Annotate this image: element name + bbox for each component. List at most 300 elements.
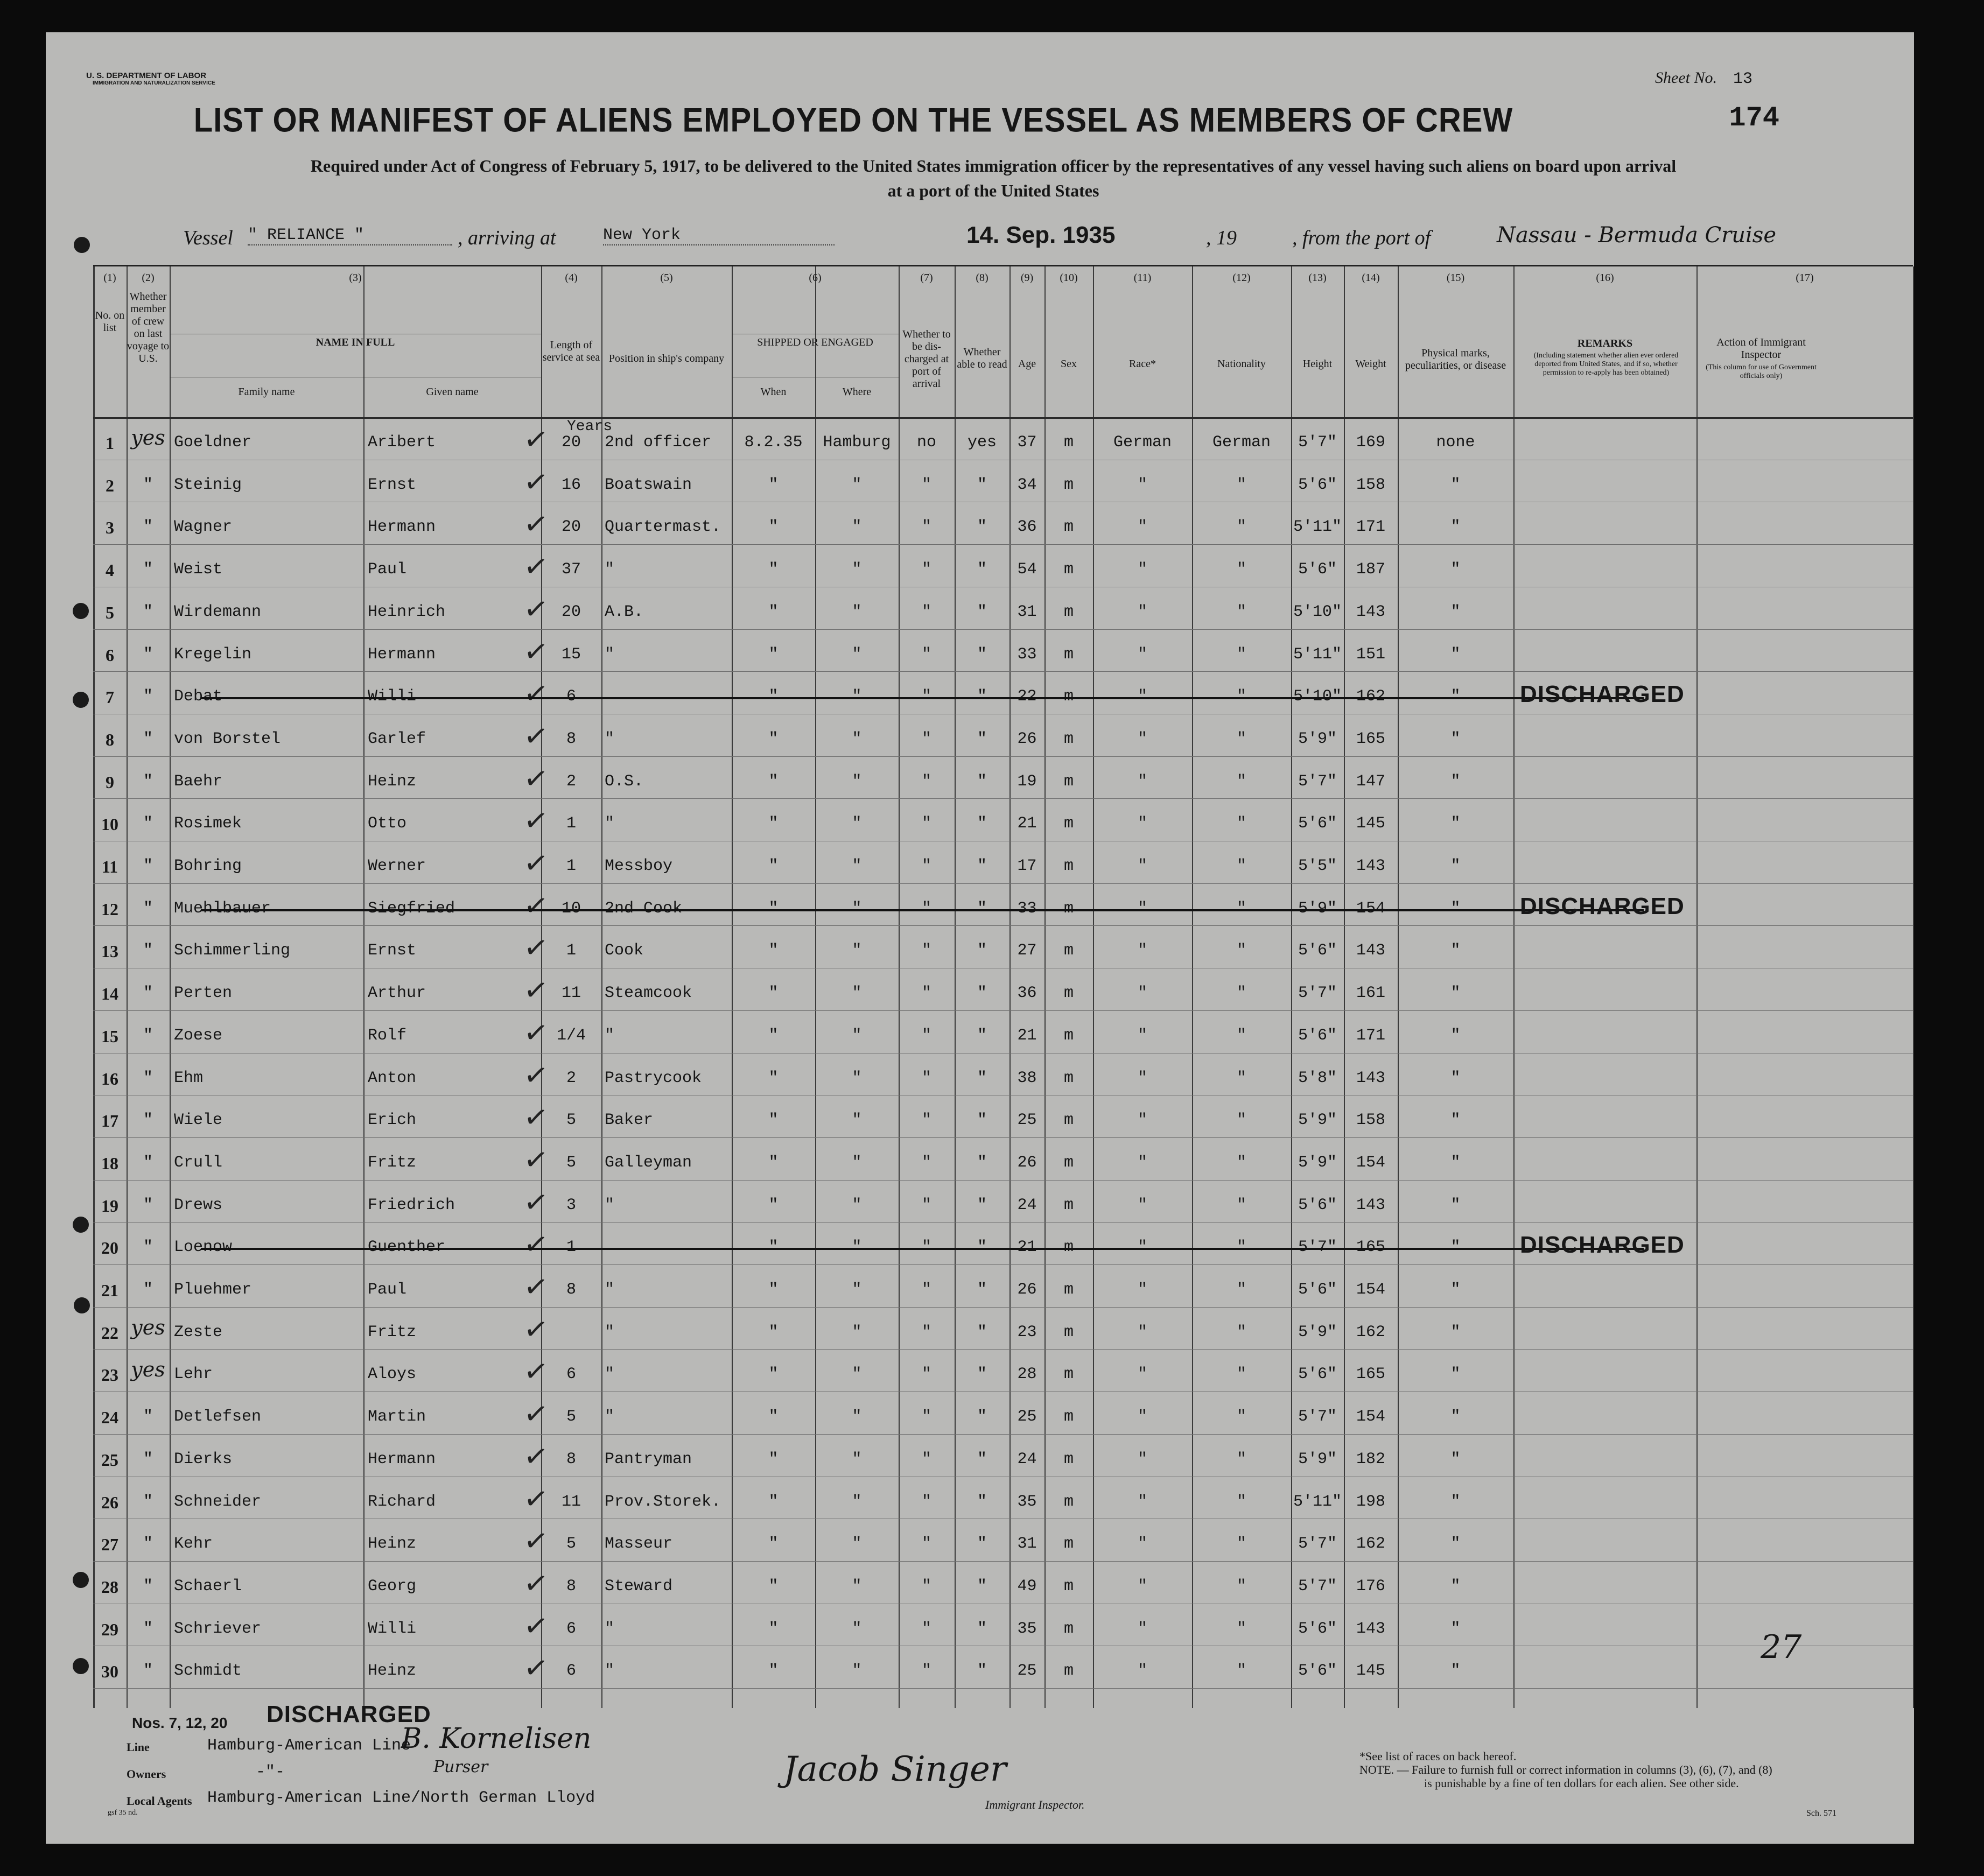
position-cell: Steward [605, 1577, 673, 1596]
marks-cell: " [1450, 560, 1461, 579]
row-number: 5 [106, 602, 114, 622]
service-cell: 1 [566, 941, 576, 960]
age-cell: 33 [1017, 645, 1037, 664]
weight-cell: 198 [1356, 1492, 1385, 1511]
position-cell: " [605, 1026, 615, 1045]
discharged-cell: " [921, 857, 931, 875]
given-name-cell: Heinz [368, 1662, 417, 1681]
height-cell: 5'6" [1298, 814, 1337, 833]
service-cell: 5 [566, 1111, 576, 1130]
family-name-cell: Ehm [174, 1069, 204, 1087]
position-cell: " [605, 1662, 615, 1681]
position-cell: Pastrycook [605, 1069, 702, 1087]
column-number: (7) [920, 272, 933, 284]
column-number: (5) [660, 272, 673, 284]
sex-cell: m [1063, 1111, 1074, 1130]
when-cell: " [768, 1238, 779, 1257]
nationality-cell: German [1212, 433, 1271, 452]
when-cell: " [768, 1365, 779, 1384]
height-cell: 5'7" [1298, 772, 1337, 791]
last-voyage-cell: " [143, 1408, 153, 1427]
fine-note-2: is punishable by a fine of ten dollars for each alien. See other side. [1424, 1776, 1739, 1790]
agents-value: Hamburg-American Line/North German Lloyd [207, 1789, 595, 1807]
nationality-cell: " [1236, 518, 1246, 537]
read-cell: " [977, 1323, 987, 1341]
given-name-cell: Fritz [368, 1153, 417, 1172]
sex-cell: m [1063, 433, 1074, 452]
when-cell: " [768, 814, 779, 833]
weight-cell: 171 [1356, 1026, 1385, 1045]
check-mark-icon: ✓ [521, 1480, 551, 1517]
column-number: (8) [976, 272, 989, 284]
discharged-cell: " [921, 1662, 931, 1681]
last-voyage-cell: " [143, 1069, 153, 1087]
check-mark-icon: ✓ [521, 590, 551, 628]
sex-cell: m [1063, 602, 1074, 621]
inspector-signature: Jacob Singer [783, 1749, 1007, 1789]
height-cell: 5'11" [1293, 645, 1342, 664]
race-cell: German [1113, 433, 1172, 452]
where-cell: " [852, 1196, 862, 1214]
position-cell: " [605, 645, 615, 664]
service-cell: 1 [566, 814, 576, 833]
discharged-cell: " [921, 687, 931, 706]
sex-cell: m [1063, 1153, 1074, 1172]
last-voyage-cell: " [143, 1535, 153, 1554]
race-note: *See list of races on back hereof. [1359, 1749, 1517, 1763]
nationality-cell: " [1236, 1323, 1246, 1341]
row-rule [93, 925, 1913, 926]
arrival-date-stamp: 14. Sep. 1935 [966, 222, 1116, 248]
check-mark-icon: ✓ [521, 929, 551, 967]
header-sex: Sex [1061, 358, 1077, 370]
where-cell: " [852, 1450, 862, 1469]
race-cell: " [1137, 729, 1147, 748]
read-cell: " [977, 1111, 987, 1130]
when-cell: " [768, 602, 779, 621]
age-cell: 22 [1017, 687, 1037, 706]
read-cell: " [977, 1069, 987, 1087]
last-voyage-cell: " [143, 1238, 153, 1257]
race-cell: " [1137, 560, 1147, 579]
row-number: 25 [101, 1450, 118, 1470]
row-rule [93, 671, 1913, 672]
given-name-cell: Paul [368, 560, 407, 579]
row-rule [93, 1688, 1913, 1689]
weight-cell: 165 [1356, 1365, 1385, 1384]
height-cell: 5'9" [1298, 1323, 1337, 1341]
header-height: Height [1302, 358, 1333, 370]
race-cell: " [1137, 475, 1147, 494]
sex-cell: m [1063, 687, 1074, 706]
age-cell: 36 [1017, 518, 1037, 537]
family-name-cell: Kregelin [174, 645, 252, 664]
last-voyage-cell: " [143, 941, 153, 960]
read-cell: " [977, 772, 987, 791]
when-cell: " [768, 1153, 779, 1172]
family-name-cell: Schaerl [174, 1577, 242, 1596]
weight-cell: 176 [1356, 1577, 1385, 1596]
discharged-cell: " [921, 1069, 931, 1087]
last-voyage-cell: yes [131, 1315, 165, 1339]
where-cell: " [852, 602, 862, 621]
discharged-cell: " [921, 1026, 931, 1045]
age-cell: 26 [1017, 729, 1037, 748]
given-name-cell: Garlef [368, 729, 426, 748]
position-cell: " [605, 1365, 615, 1384]
age-cell: 24 [1017, 1196, 1037, 1214]
family-name-cell: Weist [174, 560, 223, 579]
given-name-cell: Ernst [368, 941, 417, 960]
sex-cell: m [1063, 941, 1074, 960]
family-name-cell: Schriever [174, 1619, 262, 1638]
position-cell: Prov.Storek. [605, 1492, 721, 1511]
when-cell: " [768, 857, 779, 875]
service-cell: 1 [566, 857, 576, 875]
row-number: 1 [106, 433, 114, 453]
marks-cell: " [1450, 984, 1461, 1003]
discharged-cell: " [921, 1492, 931, 1511]
marks-cell: " [1450, 518, 1461, 537]
given-name-cell: Willi [368, 687, 417, 706]
read-cell: " [977, 1408, 987, 1427]
discharged-cell: " [921, 1365, 931, 1384]
header-nationality: Nationality [1217, 358, 1266, 370]
service-cell: 6 [566, 687, 576, 706]
race-cell: " [1137, 1238, 1147, 1257]
position-cell: " [605, 1619, 615, 1638]
position-cell: Quartermast. [605, 518, 721, 537]
height-cell: 5'9" [1298, 1450, 1337, 1469]
race-cell: " [1137, 899, 1147, 918]
service-cell: 37 [561, 560, 581, 579]
weight-cell: 151 [1356, 645, 1385, 664]
marks-cell: " [1450, 1069, 1461, 1087]
when-cell: " [768, 1323, 779, 1341]
header-action: Action of Immigrant Inspector [1716, 336, 1806, 361]
age-cell: 38 [1017, 1069, 1037, 1087]
read-cell: " [977, 518, 987, 537]
nationality-cell: " [1236, 899, 1246, 918]
row-rule [93, 883, 1913, 884]
weight-cell: 143 [1356, 941, 1385, 960]
race-cell: " [1137, 645, 1147, 664]
column-number: (10) [1060, 272, 1078, 284]
header-action-note: (This column for use of Government officials only) [1706, 363, 1817, 380]
discharged-cell: " [921, 1450, 931, 1469]
when-cell: " [768, 1069, 779, 1087]
when-cell: " [768, 941, 779, 960]
read-cell: " [977, 1492, 987, 1511]
nationality-cell: " [1236, 687, 1246, 706]
race-cell: " [1137, 857, 1147, 875]
service-cell: 5 [566, 1535, 576, 1554]
header-shipped-engaged: SHIPPED OR ENGAGED [757, 336, 873, 348]
last-voyage-cell: " [143, 1026, 153, 1045]
weight-cell: 158 [1356, 1111, 1385, 1130]
service-cell: 11 [561, 1492, 581, 1511]
where-cell: " [852, 1492, 862, 1511]
discharged-cell: " [921, 814, 931, 833]
weight-cell: 162 [1356, 1535, 1385, 1554]
age-cell: 19 [1017, 772, 1037, 791]
height-cell: 5'6" [1298, 1026, 1337, 1045]
check-mark-icon: ✓ [521, 1522, 551, 1560]
age-cell: 34 [1017, 475, 1037, 494]
header-when: When [760, 386, 787, 398]
read-cell: " [977, 729, 987, 748]
last-voyage-cell: " [143, 1281, 153, 1299]
last-voyage-cell: " [143, 1492, 153, 1511]
given-name-cell: Ernst [368, 475, 417, 494]
nationality-cell: " [1236, 1111, 1246, 1130]
family-name-cell: Steinig [174, 475, 242, 494]
when-cell: " [768, 518, 779, 537]
row-number: 18 [101, 1153, 118, 1173]
where-cell: " [852, 645, 862, 664]
when-cell: " [768, 645, 779, 664]
height-cell: 5'6" [1298, 1662, 1337, 1681]
family-name-cell: Perten [174, 984, 233, 1003]
row-rule [93, 544, 1913, 545]
race-cell: " [1137, 1069, 1147, 1087]
master-signature: B. Kornelisen [401, 1723, 592, 1755]
check-mark-icon: ✓ [521, 1395, 551, 1432]
read-cell: " [977, 1662, 987, 1681]
discharged-numbers-note: Nos. 7, 12, 20 [132, 1715, 228, 1731]
row-rule [93, 1010, 1913, 1011]
weight-cell: 154 [1356, 1153, 1385, 1172]
binding-hole [74, 237, 90, 253]
sex-cell: m [1063, 1619, 1074, 1638]
read-cell: " [977, 1577, 987, 1596]
age-cell: 25 [1017, 1662, 1037, 1681]
marks-cell: " [1450, 1408, 1461, 1427]
sex-cell: m [1063, 1535, 1074, 1554]
last-voyage-cell: " [143, 729, 153, 748]
last-voyage-cell: " [143, 1196, 153, 1214]
marks-cell: " [1450, 899, 1461, 918]
check-mark-icon: ✓ [521, 463, 551, 501]
sex-cell: m [1063, 899, 1074, 918]
row-rule [93, 1180, 1913, 1181]
marks-cell: " [1450, 687, 1461, 706]
service-cell: 11 [561, 984, 581, 1003]
when-cell: " [768, 984, 779, 1003]
marks-cell: " [1450, 1577, 1461, 1596]
check-mark-icon: ✓ [521, 1141, 551, 1178]
check-mark-icon: ✓ [521, 1268, 551, 1305]
family-name-cell: Bohring [174, 857, 242, 875]
row-number: 14 [101, 984, 118, 1004]
race-cell: " [1137, 1535, 1147, 1554]
marks-cell: " [1450, 1323, 1461, 1341]
marks-cell: " [1450, 1619, 1461, 1638]
sex-cell: m [1063, 1492, 1074, 1511]
row-number: 12 [101, 899, 118, 919]
marks-cell: " [1450, 814, 1461, 833]
height-cell: 5'6" [1298, 941, 1337, 960]
nationality-cell: " [1236, 1153, 1246, 1172]
nationality-cell: " [1236, 1281, 1246, 1299]
given-name-cell: Martin [368, 1408, 426, 1427]
last-voyage-cell: " [143, 899, 153, 918]
nationality-cell: " [1236, 1619, 1246, 1638]
position-cell: " [605, 729, 615, 748]
column-number: (12) [1232, 272, 1251, 284]
page-title: LIST OR MANIFEST OF ALIENS EMPLOYED ON THE VESSEL AS MEMBERS OF CREW [193, 101, 1513, 139]
row-number: 11 [101, 857, 118, 876]
discharged-cell: " [921, 645, 931, 664]
column-number: (17) [1796, 272, 1814, 284]
last-voyage-cell: " [143, 857, 153, 875]
given-name-cell: Aribert [368, 433, 436, 452]
column-number: (4) [565, 272, 578, 284]
age-cell: 31 [1017, 1535, 1037, 1554]
header-physical-marks: Physical marks, peculiarities, or disease [1405, 347, 1506, 371]
given-name-cell: Paul [368, 1281, 407, 1299]
service-cell: 5 [566, 1408, 576, 1427]
service-cell: 8 [566, 1450, 576, 1469]
weight-cell: 154 [1356, 899, 1385, 918]
where-cell: " [852, 687, 862, 706]
given-name-cell: Hermann [368, 645, 436, 664]
nationality-cell: " [1236, 645, 1246, 664]
given-name-cell: Werner [368, 857, 426, 875]
check-mark-icon: ✓ [521, 1183, 551, 1221]
discharged-cell: " [921, 1577, 931, 1596]
column-number: (6) [809, 272, 822, 284]
check-mark-icon: ✓ [521, 972, 551, 1009]
service-cell: 2 [566, 1069, 576, 1087]
read-cell: " [977, 899, 987, 918]
header-length-service: Length of service at sea [542, 339, 600, 363]
where-cell: " [852, 899, 862, 918]
check-mark-icon: ✓ [521, 718, 551, 755]
marks-cell: " [1450, 645, 1461, 664]
row-number: 3 [106, 518, 114, 538]
marks-cell: " [1450, 1450, 1461, 1469]
read-cell: yes [967, 433, 997, 452]
position-cell: O.S. [605, 772, 644, 791]
where-cell: Hamburg [823, 433, 891, 452]
height-cell: 5'6" [1298, 560, 1337, 579]
race-cell: " [1137, 984, 1147, 1003]
arriving-value: New York [603, 226, 835, 245]
check-mark-icon: ✓ [521, 887, 551, 924]
check-mark-icon: ✓ [521, 1099, 551, 1136]
when-cell: " [768, 1408, 779, 1427]
nationality-cell: " [1236, 984, 1246, 1003]
service-cell: 16 [561, 475, 581, 494]
age-cell: 26 [1017, 1281, 1037, 1299]
sex-cell: m [1063, 1323, 1074, 1341]
position-cell: " [605, 560, 615, 579]
nationality-cell: " [1236, 1196, 1246, 1214]
row-rule [93, 1264, 1913, 1265]
sheet-value: 13 [1733, 70, 1752, 88]
discharged-cell: " [921, 1535, 931, 1554]
weight-cell: 161 [1356, 984, 1385, 1003]
check-mark-icon: ✓ [521, 1226, 551, 1263]
read-cell: " [977, 1153, 987, 1172]
nationality-cell: " [1236, 1408, 1246, 1427]
row-number: 2 [106, 475, 114, 495]
last-voyage-cell: " [143, 814, 153, 833]
check-mark-icon: ✓ [521, 505, 551, 543]
row-rule [93, 417, 1913, 419]
when-cell: " [768, 899, 779, 918]
discharged-cell: " [921, 1619, 931, 1638]
race-cell: " [1137, 1662, 1147, 1681]
check-mark-icon: ✓ [521, 845, 551, 882]
weight-cell: 158 [1356, 475, 1385, 494]
nationality-cell: " [1236, 729, 1246, 748]
height-cell: 5'7" [1298, 433, 1337, 452]
check-mark-icon: ✓ [521, 760, 551, 797]
when-cell: 8.2.35 [744, 433, 803, 452]
family-name-cell: Zeste [174, 1323, 223, 1341]
nationality-cell: " [1236, 602, 1246, 621]
discharged-cell: " [921, 772, 931, 791]
header-able-to-read: Whether able to read [957, 346, 1007, 370]
sex-cell: m [1063, 1238, 1074, 1257]
given-name-cell: Georg [368, 1577, 417, 1596]
last-voyage-cell: " [143, 687, 153, 706]
year-label: , 19 [1206, 227, 1237, 249]
check-mark-icon: ✓ [521, 1649, 551, 1687]
row-rule [93, 629, 1913, 630]
height-cell: 5'10" [1293, 687, 1342, 706]
column-rule [170, 266, 171, 1708]
read-cell: " [977, 1281, 987, 1299]
sex-cell: m [1063, 1365, 1074, 1384]
last-voyage-cell: " [143, 602, 153, 621]
row-number: 13 [101, 941, 118, 961]
crew-table [93, 265, 1913, 1708]
discharged-cell: " [921, 941, 931, 960]
position-cell: " [605, 1323, 615, 1341]
check-mark-icon: ✓ [521, 1353, 551, 1390]
where-cell: " [852, 560, 862, 579]
discharged-stamp: DISCHARGED [1520, 893, 1685, 919]
weight-cell: 143 [1356, 1069, 1385, 1087]
age-cell: 28 [1017, 1365, 1037, 1384]
check-mark-icon: ✓ [521, 802, 551, 840]
discharged-cell: " [921, 475, 931, 494]
header-weight: Weight [1355, 358, 1386, 370]
from-port-value: Nassau - Bermuda Cruise [1497, 223, 1776, 248]
sex-cell: m [1063, 857, 1074, 875]
height-cell: 5'9" [1298, 1153, 1337, 1172]
row-number: 27 [101, 1535, 118, 1555]
nationality-cell: " [1236, 1577, 1246, 1596]
height-cell: 5'6" [1298, 1281, 1337, 1299]
discharged-cell: " [921, 560, 931, 579]
height-cell: 5'9" [1298, 1111, 1337, 1130]
age-cell: 26 [1017, 1153, 1037, 1172]
row-number: 10 [101, 814, 118, 834]
family-name-cell: Crull [174, 1153, 223, 1172]
sex-cell: m [1063, 1281, 1074, 1299]
position-cell: Boatswain [605, 475, 692, 494]
line-label: Line [127, 1740, 150, 1754]
where-cell: " [852, 1577, 862, 1596]
row-number: 15 [101, 1026, 118, 1046]
where-cell: " [852, 1662, 862, 1681]
height-cell: 5'7" [1298, 1535, 1337, 1554]
marks-cell: " [1450, 1365, 1461, 1384]
